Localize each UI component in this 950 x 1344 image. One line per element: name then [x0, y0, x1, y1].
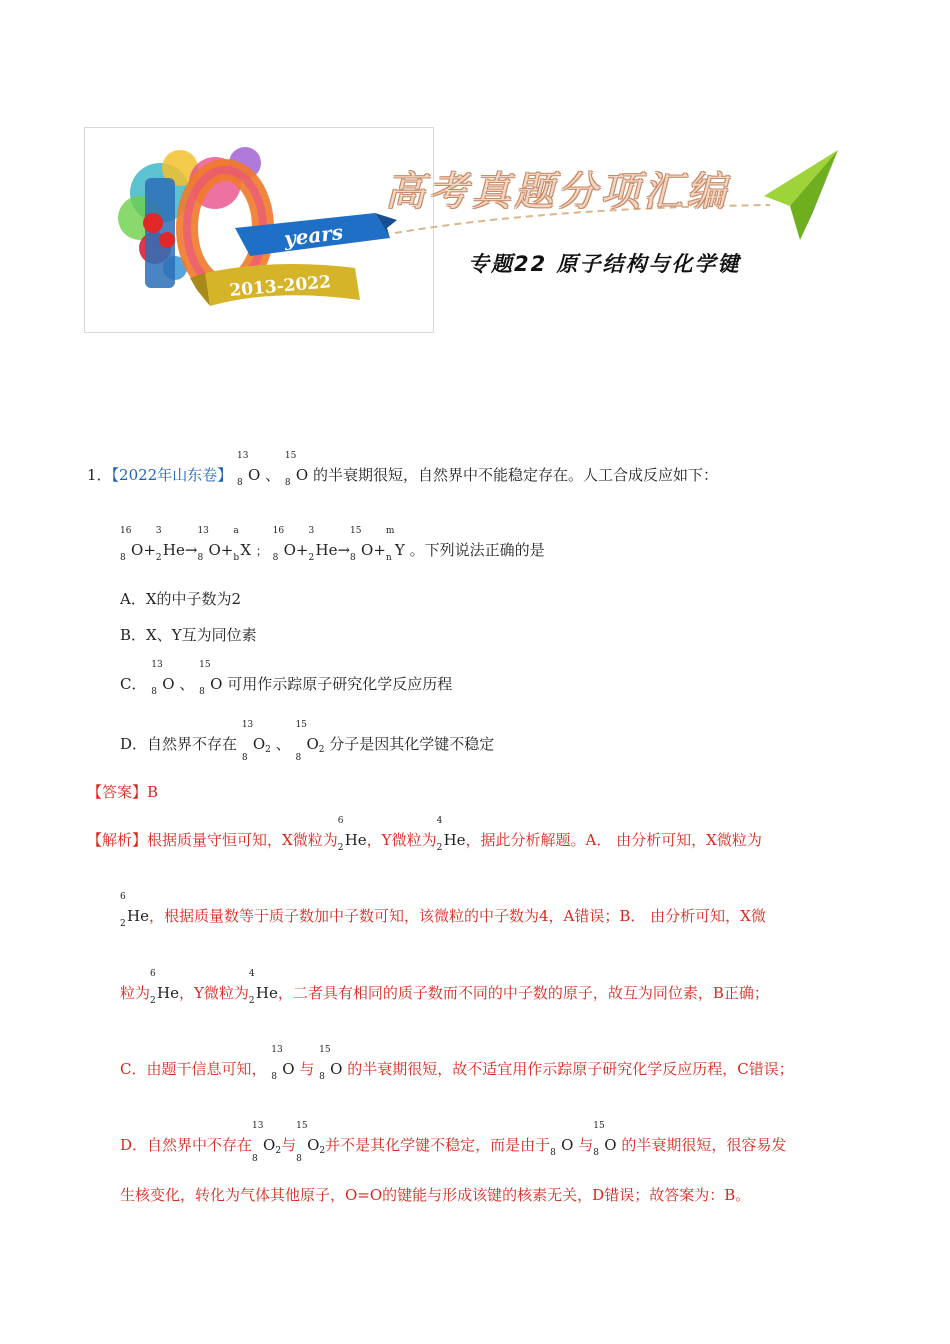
answer-line [87, 782, 158, 802]
question-stem-text: 的半衰期很短，自然界中不能稳定存在。人工合成反应如下： [313, 466, 719, 484]
topic-subtitle: 专题22 原子结构与化学键 [468, 252, 741, 276]
ten-years-logo [85, 128, 433, 332]
analysis-line-3: 粒为 6 2 He，Y微粒为 4 2 He，二者具有相同的质子数而不同的中子数的原子，故互为同位素，B正确； [120, 969, 769, 1006]
analysis-line-4: C．由题干信息可知， 13 8 O 与 15 8 O 的半衰期很短，故不适宜用作示踪原子研究化学反应历程，C错误； [120, 1045, 794, 1082]
logo-range-text: 2013-2022 [228, 272, 332, 301]
option-c[interactable]: C． 13 8 O 、 15 8 O 可用作示踪原子研究化学反应历程 [120, 660, 453, 697]
analysis-line-2: 6 2 He，根据质量数等于质子数加中子数可知，该微粒的中子数为4，A错误；B． 由分析可知，X微 [120, 892, 766, 929]
option-b[interactable]: B．X、Y互为同位素 [120, 626, 257, 644]
analysis-label: 【解析】 [87, 831, 148, 849]
question-stem: 1．【2022年山东卷】 13 8 O 、 15 8 O 的半衰期很短，自然界中不能稳定存在。人工合成反应如下： [87, 451, 719, 488]
answer-value: B [147, 783, 159, 801]
option-a[interactable]: A．X的中子数为2 [120, 590, 242, 608]
logo-years-text: years [282, 219, 345, 251]
nuclide-o13: 13 8 O [237, 451, 261, 488]
page-title: 高考真题分项汇编 [385, 169, 729, 215]
reaction-equations: 16 8 O+ 3 2 He→ 13 8 O+ a b X ； 16 8 O+ 3 2 He→ 15 8 O+ m n Y 。下列说法正确的是 [120, 526, 545, 563]
analysis-line-6: 生核变化，转化为气体其他原子，O=O的键能与形成该键的核素无关，D错误；故答案为：B。 [120, 1186, 751, 1204]
nuclide-o15: 15 8 O [284, 451, 309, 488]
answer-label: 【答案】 [87, 783, 148, 801]
header-logo-box [84, 127, 434, 333]
paper-plane-icon [760, 148, 842, 244]
analysis-line-1: 【解析】根据质量守恒可知，X微粒为 6 2 He，Y微粒为 4 2 He，据此分析解题。A． 由分析可知，X微粒为 [87, 816, 762, 853]
question-source: 【2022年山东卷】 [111, 466, 233, 484]
option-d[interactable]: D．自然界不存在 13 8 $O_2$ 、 15 8 $O_2$ 分子是因其化学键不稳定 [120, 720, 495, 763]
analysis-line-5: D．自然界中不存在 13 8 $O_2$与 15 8 $O_2$并不是其化学键不稳定，而是由于 8 O 与 15 8 O 的半衰期很短，很容易发 [120, 1121, 787, 1164]
equation-tail-text: 。下列说法正确的是 [409, 541, 545, 559]
question-number: 1． [87, 466, 112, 484]
